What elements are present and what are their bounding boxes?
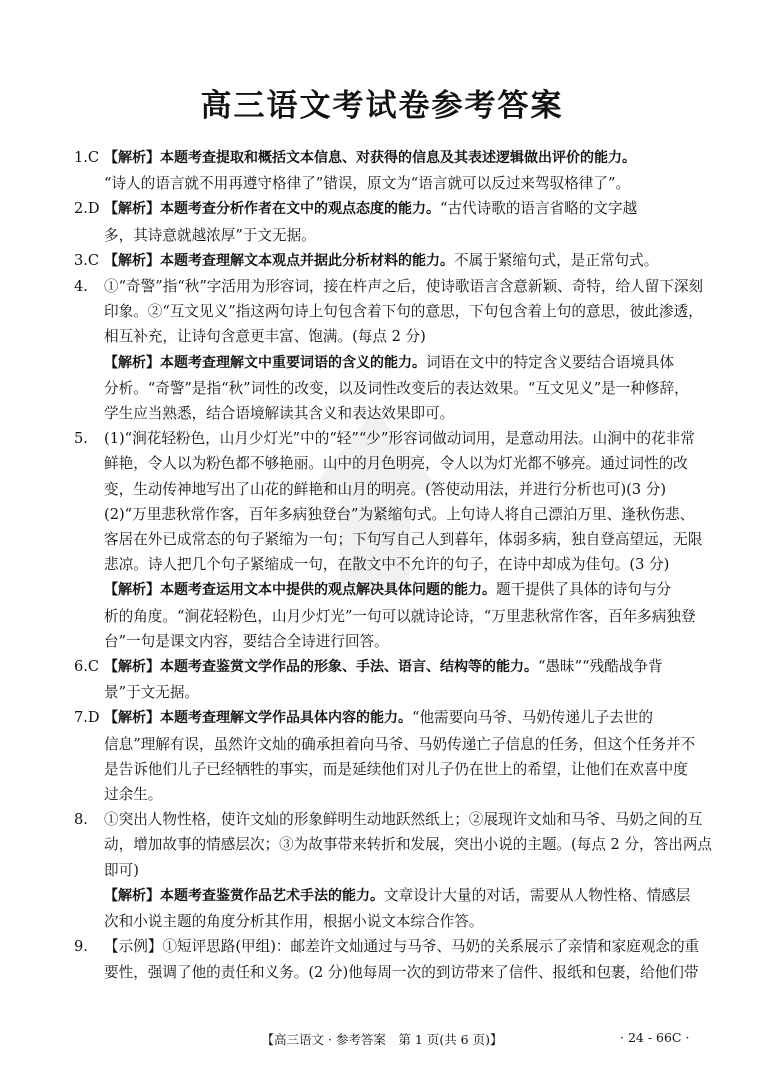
answer-text: 动，增加故事的情感层次；③为故事带来转折和发展，突出小说的主题。(每点 2 分，答出两点 — [104, 836, 713, 854]
answer-text: 信息”理解有误，虽然许文灿的确承担着向马爷、马奶传递亡子信息的任务，但这个任务并不 — [104, 735, 696, 753]
answer-text: 客居在外已成常态的句子紧缩为一句；下句写自己人到暮年，体弱多病，独自登高望远，无限 — [104, 531, 703, 549]
text-line — [104, 732, 696, 757]
text-line — [104, 629, 696, 654]
answer-text: ①“奇警”指“秋”字活用为形容词，接在杵声之后，使诗歌语言含意新颖、奇特，给人留下深刻 — [104, 278, 704, 296]
question-number: 3.C — [74, 251, 100, 269]
answer-text: 台”一句是课文内容，要结合全诗进行回答。 — [104, 632, 389, 650]
answer-item — [74, 807, 713, 934]
text-line — [104, 196, 696, 222]
answer-text: 鲜艳，令人以为粉色都不够艳丽。山中的月色明亮，令人以为灯光都不够亮。通过词性的改 — [104, 455, 688, 473]
analysis-label: 【解析】本题考查鉴赏文学作品的形象、手法、语言、结构等的能力。 — [104, 659, 538, 676]
footer-code: · 24 - 66C · — [620, 1030, 690, 1045]
answer-item — [74, 145, 696, 196]
text-line — [104, 577, 696, 603]
question-number: 4. — [74, 278, 88, 296]
text-line — [104, 477, 696, 502]
text-line — [104, 680, 696, 705]
text-line — [104, 401, 696, 426]
text-line — [104, 757, 696, 782]
answer-text: 题干提供了具体的诗句与分 — [496, 581, 672, 599]
question-number: 6.C — [74, 658, 100, 676]
text-line — [104, 376, 696, 401]
text-line — [104, 960, 699, 985]
answer-text: “诗人的语言就不用再遵守格律了”错误，原文为“语言就可以反过来驾驭格律了”。 — [104, 175, 631, 193]
text-line — [104, 299, 703, 324]
analysis-label: 【解析】本题考查运用文本中提供的观点解决具体问题的能力。 — [104, 582, 496, 599]
answer-text: 【示例】①短评思路(甲组)：邮差许文灿通过与马爷、马奶的关系展示了亲情和家庭观念的重 — [104, 938, 700, 956]
question-number: 7.D — [74, 709, 100, 727]
text-line — [104, 604, 696, 629]
text-line — [104, 426, 696, 451]
footer-page-info: 【高三语文 · 参考答案 第 1 页(共 6 页)】 — [261, 1032, 503, 1047]
answer-list — [74, 145, 713, 985]
text-line — [104, 807, 703, 832]
answer-item — [74, 196, 696, 247]
answer-item — [74, 426, 703, 654]
answer-item — [74, 934, 700, 984]
answer-text: 即可) — [104, 861, 139, 879]
answer-item — [74, 274, 704, 426]
answer-text: 是告诉他们儿子已经牺牲的事实，而是延续他们对儿子仍在世上的希望，让他们在欢喜中度 — [104, 760, 688, 778]
analysis-label: 【解析】本题考查分析作者在文中的观点态度的能力。 — [104, 201, 440, 218]
answer-item — [74, 705, 696, 807]
answer-text: 文章设计大量的对话，需要从人物性格、情感层 — [384, 886, 691, 904]
question-number: 8. — [74, 811, 88, 829]
question-number: 1.C — [74, 149, 100, 166]
answer-item — [74, 654, 696, 705]
text-line — [104, 451, 696, 476]
answer-text: (1)“涧花轻粉色，山月少灯光”中的“轻”“少”形容词做动词用，是意动用法。山涧中的花非常 — [104, 430, 695, 448]
analysis-label: 【解析】本题考查理解文学作品具体内容的能力。 — [104, 710, 412, 727]
analysis-label: 【解析】本题考查鉴赏作品艺术手法的能力。 — [104, 887, 384, 904]
answer-text: 印象。②“互文见义”指这两句诗上句包含着下句的意思，下句包含着上句的意思，彼此渗透， — [104, 303, 703, 321]
answer-text: 析的角度。“涧花轻粉色，山月少灯光”一句可以就诗论诗，“万里悲秋常作客，百年多病独登 — [104, 607, 696, 625]
answer-text: 不属于紧缩句式，是正常句式。 — [454, 251, 659, 269]
answer-text: 悲凉。诗人把几个句子紧缩成一句，在散文中不允许的句子，在诗中却成为佳句。(3 分) — [104, 556, 670, 574]
text-line — [104, 171, 696, 196]
answer-text: 景”于文无据。 — [104, 684, 200, 702]
text-line — [104, 858, 696, 883]
text-line — [104, 274, 704, 299]
text-line — [104, 527, 703, 552]
page-title: 高三语文考试卷参考答案 — [200, 88, 564, 124]
page-footer — [0, 1030, 764, 1050]
text-line — [104, 324, 696, 349]
text-line — [104, 223, 696, 248]
answer-text: “他需要向马爷、马奶传递儿子去世的 — [412, 709, 653, 727]
question-number: 9. — [74, 938, 88, 956]
answer-text: 相互补充，让诗句含意更丰富、饱满。(每点 2 分) — [104, 328, 426, 346]
answer-item — [74, 248, 696, 274]
text-line — [104, 782, 696, 807]
question-number: 2.D — [74, 200, 100, 218]
answer-text: 要性，强调了他的责任和义务。(2 分)他每周一次的到访带来了信件、报纸和包裹，给他们带 — [104, 963, 699, 981]
analysis-label: 【解析】本题考查理解文本观点并据此分析材料的能力。 — [104, 252, 454, 269]
answer-text: 变，生动传神地写出了山花的鲜艳和山月的明亮。(答使动用法，并进行分析也可)(3 分) — [104, 480, 667, 498]
text-line — [104, 248, 696, 274]
answer-text: ①突出人物性格，使许文灿的形象鲜明生动地跃然纸上；②展现许文灿和马爷、马奶之间的互 — [104, 811, 703, 829]
question-number: 5. — [74, 430, 88, 448]
analysis-label: 【解析】本题考查理解文中重要词语的含义的能力。 — [104, 354, 426, 371]
text-line — [104, 552, 696, 577]
text-line — [104, 832, 713, 857]
text-line — [104, 502, 696, 527]
answer-text: (2)“万里悲秋常作客，百年多病独登台”为紧缩句式。上句诗人将自己漂泊万里、逢秋伤悲、 — [104, 505, 695, 523]
text-line — [104, 350, 696, 376]
answer-text: “古代诗歌的语言省略的文字越 — [440, 200, 638, 218]
text-line — [104, 654, 696, 680]
analysis-label: 【解析】本题考查提取和概括文本信息、对获得的信息及其表述逻辑做出评价的能力。 — [104, 150, 636, 166]
answer-text: 多，其诗意就越浓厚”于文无据。 — [104, 226, 316, 244]
text-line — [104, 145, 696, 171]
text-line — [104, 883, 696, 909]
answer-text: 词语在文中的特定含义要结合语境具体 — [426, 353, 675, 371]
answer-text: 次和小说主题的角度分析其作用，根据小说文本综合作答。 — [104, 913, 484, 931]
answer-text: 分析。“奇警”是指“秋”词性的改变，以及词性改变后的表达效果。“互文见义”是一种修辞， — [104, 379, 689, 397]
answer-text: “愚昧”“残酷战争背 — [538, 658, 663, 676]
text-line — [104, 705, 696, 731]
text-line — [104, 909, 696, 934]
answer-text: 学生应当熟悉，结合语境解读其含义和表达效果即可。 — [104, 405, 455, 423]
text-line — [104, 934, 700, 959]
answer-text: 过余生。 — [104, 786, 163, 804]
